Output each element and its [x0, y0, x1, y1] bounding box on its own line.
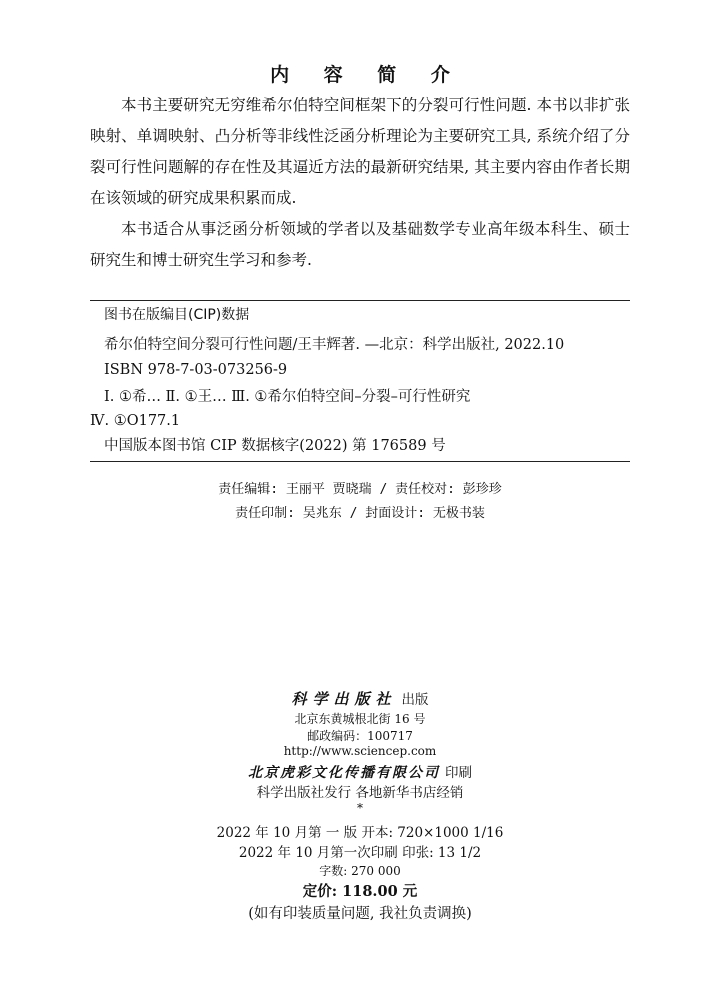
cip-number: 中国版本图书馆 CIP 数据核字(2022) 第 176589 号 [104, 438, 446, 454]
printer-suffix: 印刷 [445, 765, 473, 781]
publisher-website: http://www.sciencep.com [283, 744, 437, 758]
cip-isbn: ISBN 978-7-03-073256-9 [104, 362, 288, 378]
intro-text [90, 90, 630, 276]
separator-asterisk: * [357, 801, 363, 815]
edition-info: 2022 年 10 月第 一 版 开本: 720×1000 1/16 [216, 825, 504, 841]
printer-name: 北京虎彩文化传播有限公司 [247, 765, 440, 781]
distribution-info: 科学出版社发行 各地新华书店经销 [256, 785, 464, 801]
publisher-line [0, 688, 720, 709]
intro-paragraph: 本书适合从事泛函分析领域的学者以及基础数学专业高年级本科生、硕士研究生和博士研究生学习和参考. [90, 220, 630, 269]
staff-credits-line1: 责任编辑: 王丽平 贾晓瑞 / 责任校对: 彭珍珍 [218, 482, 502, 497]
cip-record: 希尔伯特空间分裂可行性问题/王丰辉著. —北京：科学出版社, 2022.10 [104, 337, 565, 353]
cip-block [90, 301, 624, 461]
intro-paragraph: 本书主要研究无穷维希尔伯特空间框架下的分裂可行性问题. 本书以非扩张映射、单调映射、凸分析等非线性泛函分析理论为主要研究工具, 系统介绍了分裂可行性问题解的存在性及其逼近方法的最新研究结果, 其主要内容由作者长期在该领域的研究成果积累而成. [90, 96, 630, 207]
quality-note: (如有印装质量问题, 我社负责调换) [248, 906, 472, 922]
publisher-suffix: 出版 [401, 692, 429, 708]
cip-heading: 图书在版编目(CIP)数据 [104, 307, 250, 323]
printer-line [0, 761, 720, 782]
cip-classification: Ⅳ. ①O177.1 [90, 413, 181, 429]
staff-credits-line2: 责任印制: 吴兆东 / 封面设计: 无极书装 [235, 506, 485, 521]
price: 定价: 118.00 元 [302, 883, 418, 900]
publisher-postcode: 邮政编码：100717 [307, 729, 413, 743]
publisher-address: 北京东黄城根北街 16 号 [294, 712, 426, 726]
word-count: 字数: 270 000 [319, 864, 401, 878]
page-title: 内 容 简 介 [270, 64, 464, 86]
printing-info: 2022 年 10 月第一次印刷 印张: 13 1/2 [238, 845, 482, 861]
cip-subjects: Ⅰ. ①希… Ⅱ. ①王… Ⅲ. ①希尔伯特空间–分裂–可行性研究 [104, 389, 471, 405]
publisher-logo-text: 科学出版社 [291, 690, 397, 708]
cip-bottom-rule [90, 461, 630, 462]
